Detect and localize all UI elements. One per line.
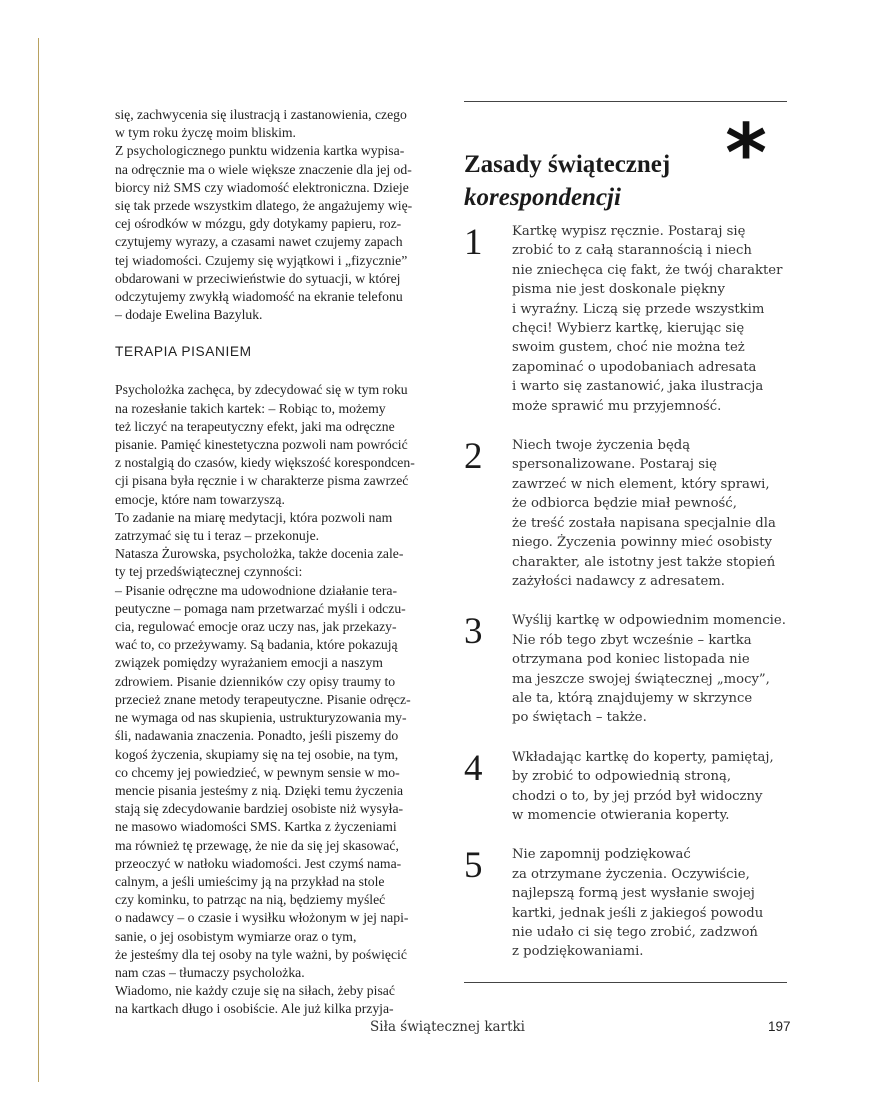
rule-item-4 (464, 748, 787, 826)
box-header (464, 102, 787, 222)
section-heading: TERAPIA PISANIEM (115, 344, 252, 360)
rule-number: 3 (464, 611, 483, 653)
asterisk-icon: * (725, 107, 767, 200)
box-title-line-2: korespondencji (464, 184, 621, 211)
running-footer-title: Siła świątecznej kartki (370, 1019, 525, 1035)
article-column (115, 106, 437, 1019)
rule-number: 4 (464, 747, 483, 789)
article-paragraph-2: Psycholożka zachęca, by zdecydować się w tym roku na rozesłanie takich kartek: – Robiąc to, możemy też liczyć na terapeutyczny efekt, jaki ma odręczne pisanie. Pamięć kinestetyczna pozwoli nam powrócić z nostalgią do czasów, kiedy większość korespondcen- cji pisana była ręcznie i w charakterze pisma zawrzeć emocje, które nam towarzyszą. To zadanie na miarę medytacji, która pozwoli nam zatrzymać się tu i teraz – przekonuje. Natasza Żurowska, psycholożka, także docenia zale- ty tej przedświątecznej czynności: – Pisanie odręczne ma udowodnione działanie tera- peutyczne – pomaga nam przetwarzać myśli i odczu- cia, regulować emocje oraz uczy nas, jak przekazy- wać to, co przeżywamy. Są badania, które pokazują związek pomiędzy wyrażaniem emocji a naszym zdrowiem. Pisanie dzienników czy opisy traumy to przecież znane metody terapeutyczne. Pisanie odręcz- ne wymaga od nas skupienia, ustrukturyzowania my- śli, nadawania znaczenia. Ponadto, jeśli piszemy do kogoś życzenia, skupiamy się na tej osobie, na tym, co chcemy jej powiedzieć, w pewnym sensie w mo- mencie pisania jesteśmy z nią. Dzięki temu życzenia stają się zdecydowanie bardziej osobiste niż wysyła- ne masowo wiadomości SMS. Kartka z życzeniami ma również tę przewagę, że nie da się jej skasować, przeoczyć w natłoku wiadomości. Jest czymś nama- calnym, a jeśli umieścimy ją na przykład na stole czy kominku, to patrząc na nią, będziemy myśleć o nadawcy – o czasie i wysiłku włożonym w jej napi- sanie, o jej osobistym wymiarze oraz o tym, że jesteśmy dla tej osoby na tyle ważni, by poświęcić nam czas – tłumaczy psycholożka. Wiadomo, nie każdy czuje się na siłach, żeby pisać na kartkach długo i osobiście. Ale już kilka przyja- (115, 382, 415, 1017)
rule-item-2 (464, 436, 787, 591)
box-title (464, 148, 670, 214)
box-bottom-rule (464, 982, 787, 983)
rules-list (464, 222, 787, 962)
box-title-line-1: Zasady świątecznej (464, 151, 671, 178)
rule-text: Nie zapomnij podziękować za otrzymane życzenia. Oczywiście, najlepszą formą jest wysłanie swojej kartki, jednak jeśli z jakiegoś powodu nie udało ci się tego zrobić, zadzwoń z podziękowaniami. (512, 847, 764, 960)
rule-item-3 (464, 611, 787, 727)
rule-item-1 (464, 222, 787, 416)
rules-box (464, 101, 787, 983)
rule-text: Kartkę wypisz ręcznie. Postaraj się zrobić to z całą starannością i niech nie zniechęca cię fakt, że twój charakter pisma nie jest doskonale piękny i wyraźny. Liczą się przede wszystkim chęci! Wybierz kartkę, kierując się swoim gustem, choć nie można też zapominać o upodobaniach adresata i warto się zastanowić, jaka ilustracja może sprawić mu przyjemność. (512, 224, 783, 414)
rule-text: Wkładając kartkę do koperty, pamiętaj, by zrobić to odpowiednią stroną, chodzi o to, by jej przód był widoczny w momencie otwierania koperty. (512, 749, 774, 823)
article-paragraph-1: się, zachwycenia się ilustracją i zastanowienia, czego w tym roku życzę moim bliskim. Z psychologicznego punktu widzenia kartka wypisa- na odręcznie ma o wiele większe znaczenie dla jej od- biorcy niż SMS czy wiadomość elektroniczna. Dzieje się tak przede wszystkim dlatego, że angażujemy wię- cej ośrodków w mózgu, gdy dotykamy papieru, roz- czytujemy wyrazy, a czasami nawet czujemy zapach tej wiadomości. Czujemy się wyjątkowi i „fizycznie” obdarowani w przeciwieństwie do sytuacji, w której odczytujemy zwykłą wiadomość na ekranie telefonu – dodaje Ewelina Bazyluk. (115, 107, 413, 323)
rule-number: 5 (464, 845, 483, 887)
rule-number: 2 (464, 436, 483, 478)
rule-number: 1 (464, 222, 483, 263)
page-number: 197 (768, 1019, 791, 1034)
rule-item-5 (464, 845, 787, 961)
margin-rule (38, 38, 39, 1082)
rule-text: Niech twoje życzenia będą spersonalizowane. Postaraj się zawrzeć w nich element, który sprawi, że odbiorca będzie miał pewność, że treść została napisana specjalnie dla niego. Życzenia powinny mieć osobisty charakter, ale istotny jest także stopień zażyłości nadawcy z adresatem. (512, 438, 776, 589)
rule-text: Wyślij kartkę w odpowiednim momencie. Nie rób tego zbyt wcześnie – kartka otrzymana pod koniec listopada nie ma jeszcze swojej świątecznej „mocy”, ale ta, którą znajdujemy w skrzynce po świętach – także. (512, 613, 786, 726)
